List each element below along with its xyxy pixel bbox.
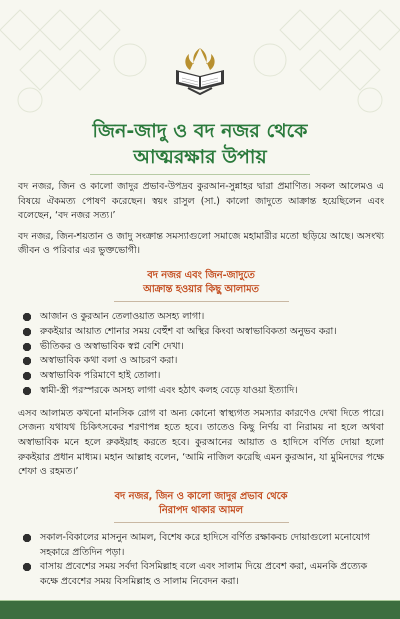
article-body — [18, 180, 384, 598]
octagon-bullet-icon — [23, 343, 31, 351]
section-1-heading-line-2: আক্রান্ত হওয়ার কিছু আলামত — [143, 283, 259, 295]
symptoms-list — [18, 310, 384, 399]
list-item: বাসায় প্রবেশের সময় সর্বদা বিসমিল্লাহ বলে এবং সালাম দিয়ে প্রবেশ করা, এমনকি প্রত্যেক কক্ষে প্রবেশের সময় বিসমিল্লাহ ও সালাম নিবেদন করা। — [18, 560, 384, 590]
section-2-heading — [18, 490, 384, 518]
title-divider — [90, 174, 310, 175]
list-item: রুকইয়ার আয়াত শোনার সময় বেহুঁশ বা অস্থির কিংবা অস্বাভাবিকতা অনুভব করা। — [18, 325, 384, 340]
octagon-bullet-icon — [23, 313, 31, 321]
section-2-heading-line-1: বদ নজর, জিন ও কালো জাদুর প্রভাব থেকে — [114, 490, 288, 502]
footer-band — [0, 601, 400, 619]
section-1-divider — [114, 301, 289, 302]
intro-paragraph-2: বদ নজর, জিন-শয়তান ও জাদু সংক্রান্ত সমস্যাগুলো সমাজে মহামারীর মতো ছড়িয়ে আছে। অসংখ্য জীবন ও পরিবার এর ভুক্তভোগী। — [18, 230, 384, 257]
list-item: ভীতিকর ও অস্বাভাবিক স্বপ্ন বেশি দেখা। — [18, 340, 384, 355]
list-item: অস্বাভাবিক পরিমাণে হাই তোলা। — [18, 369, 384, 384]
open-quran-book-icon — [170, 44, 230, 96]
section-1-paragraph: এসব আলামত কখনো মানসিক রোগ বা অন্য কোনো স্বাস্থ্যগত সমস্যার কারণেও দেখা দিতে পারে। সেজন্য যথাযথ চিকিৎসকের শরণাপন্ন হতে হবে। তাতেও কিছু নির্ণয় বা নিরাময় না হলে অথবা অস্বাভাবিক মনে হলে রুকইয়াহ করতে হবে। কুরআনের আয়াত ও হাদিসে বর্ণিত দোয়া হলো রুকইয়ার প্রধান মাধ্যম। মহান আল্লাহ বলেন, ‘আমি নাজিল করেছি এমন কুরআন, যা মুমিনদের পক্ষে শেফা ও রহমত।’ — [18, 407, 384, 478]
octagon-bullet-icon — [23, 387, 31, 395]
section-1-heading-line-1: বদ নজর এবং জিন-জাদুতে — [147, 269, 255, 281]
octagon-bullet-icon — [23, 563, 31, 571]
protection-list — [18, 531, 384, 590]
title-line-1: জিন-জাদু ও বদ নজর থেকে — [92, 120, 308, 142]
intro-paragraph-1: বদ নজর, জিন ও কালো জাদুর প্রভাব-উপদ্রব কুরআন-সুন্নাহর দ্বারা প্রমাণিত। সকল আলেমও এ বিষয়ে ঐকমত্য পোষণ করেছেন। স্বয়ং রাসুল (সা.) কালো জাদুতে আক্রান্ত হয়েছিলেন এবং বলেছেন, ‘বদ নজর সত্য।’ — [18, 181, 384, 222]
octagon-bullet-icon — [23, 534, 31, 542]
list-item: স্বামী-স্ত্রী পরস্পরকে অসহ্য লাগা এবং হঠাৎ কলহ বেড়ে যাওয়া ইত্যাদি। — [18, 384, 384, 399]
list-item: অস্বাভাবিক কথা বলা ও আচরণ করা। — [18, 354, 384, 369]
octagon-bullet-icon — [23, 372, 31, 380]
section-1-heading — [18, 269, 384, 297]
section-2-heading-line-2: নিরাপদ থাকার আমল — [159, 504, 243, 516]
list-item: আজান ও কুরআন তেলাওয়াত অসহ্য লাগা। — [18, 310, 384, 325]
page-title — [40, 118, 360, 170]
title-line-2: আত্মরক্ষার উপায় — [133, 146, 267, 168]
section-2-divider — [114, 522, 289, 523]
list-item: সকাল-বিকালের মাসনুন আমল, বিশেষ করে হাদিসে বর্ণিত রক্ষাকবচ দোয়াগুলো মনোযোগ সহকারে প্রতিদিন পড়া। — [18, 531, 384, 561]
octagon-bullet-icon — [23, 328, 31, 336]
octagon-bullet-icon — [23, 357, 31, 365]
